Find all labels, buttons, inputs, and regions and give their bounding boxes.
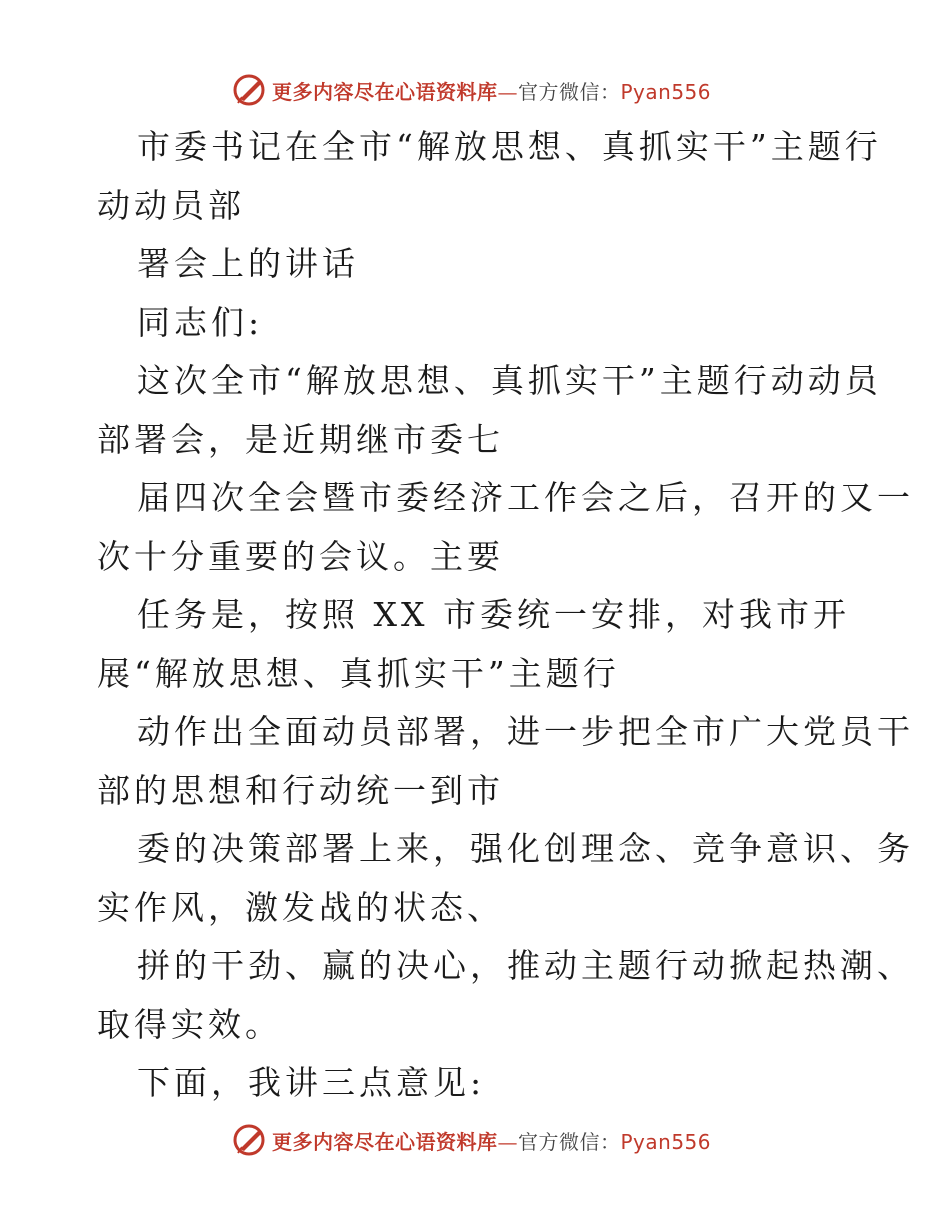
text-line: 动动员部 [97, 185, 245, 225]
banner-label: 官方微信： [518, 1129, 621, 1154]
document-body [97, 118, 914, 1113]
text-line: 市委书记在全市“解放思想、真抓实干”主题行 [137, 127, 882, 166]
banner-dash: — [497, 1129, 518, 1154]
text-line: 展“解放思想、真抓实干”主题行 [97, 653, 620, 693]
banner-label: 官方微信： [518, 79, 621, 104]
text-line: 下面，我讲三点意见: [137, 1063, 486, 1102]
banner-dash: — [497, 79, 518, 104]
footer-banner [232, 1123, 711, 1157]
banner-text [272, 1126, 711, 1155]
text-line: 同志们: [137, 302, 264, 342]
text-line: 部的思想和行动统一到市 [97, 770, 504, 810]
text-line: 取得实效。 [97, 1004, 282, 1044]
text-line: 任务是，按照 XX 市委统一安排，对我市开 [137, 595, 850, 634]
quill-logo-icon [232, 1123, 268, 1157]
banner-wechat-id: Pyan556 [620, 79, 712, 104]
text-line: 拼的干劲、赢的决心，推动主题行动掀起热潮、 [137, 946, 914, 985]
text-line: 届四次全会暨市委经济工作会之后，召开的又一 [137, 478, 914, 517]
text-line: 动作出全面动员部署，进一步把全市广大党员干 [137, 712, 914, 751]
banner-wechat-id: Pyan556 [620, 1129, 712, 1154]
banner-title: 更多内容尽在心语资料库 [272, 79, 498, 104]
banner-title: 更多内容尽在心语资料库 [272, 1129, 498, 1154]
header-banner [232, 73, 711, 107]
text-line: 实作风，激发战的状态、 [97, 887, 504, 927]
text-line: 部署会，是近期继市委七 [97, 419, 504, 459]
text-line: 委的决策部署上来，强化创理念、竞争意识、务 [137, 829, 914, 868]
banner-text [272, 76, 711, 105]
text-line: 署会上的讲话 [137, 244, 359, 283]
text-line: 这次全市“解放思想、真抓实干”主题行动动员 [137, 361, 882, 400]
text-line: 次十分重要的会议。主要 [97, 536, 504, 576]
quill-logo-icon [232, 73, 268, 107]
